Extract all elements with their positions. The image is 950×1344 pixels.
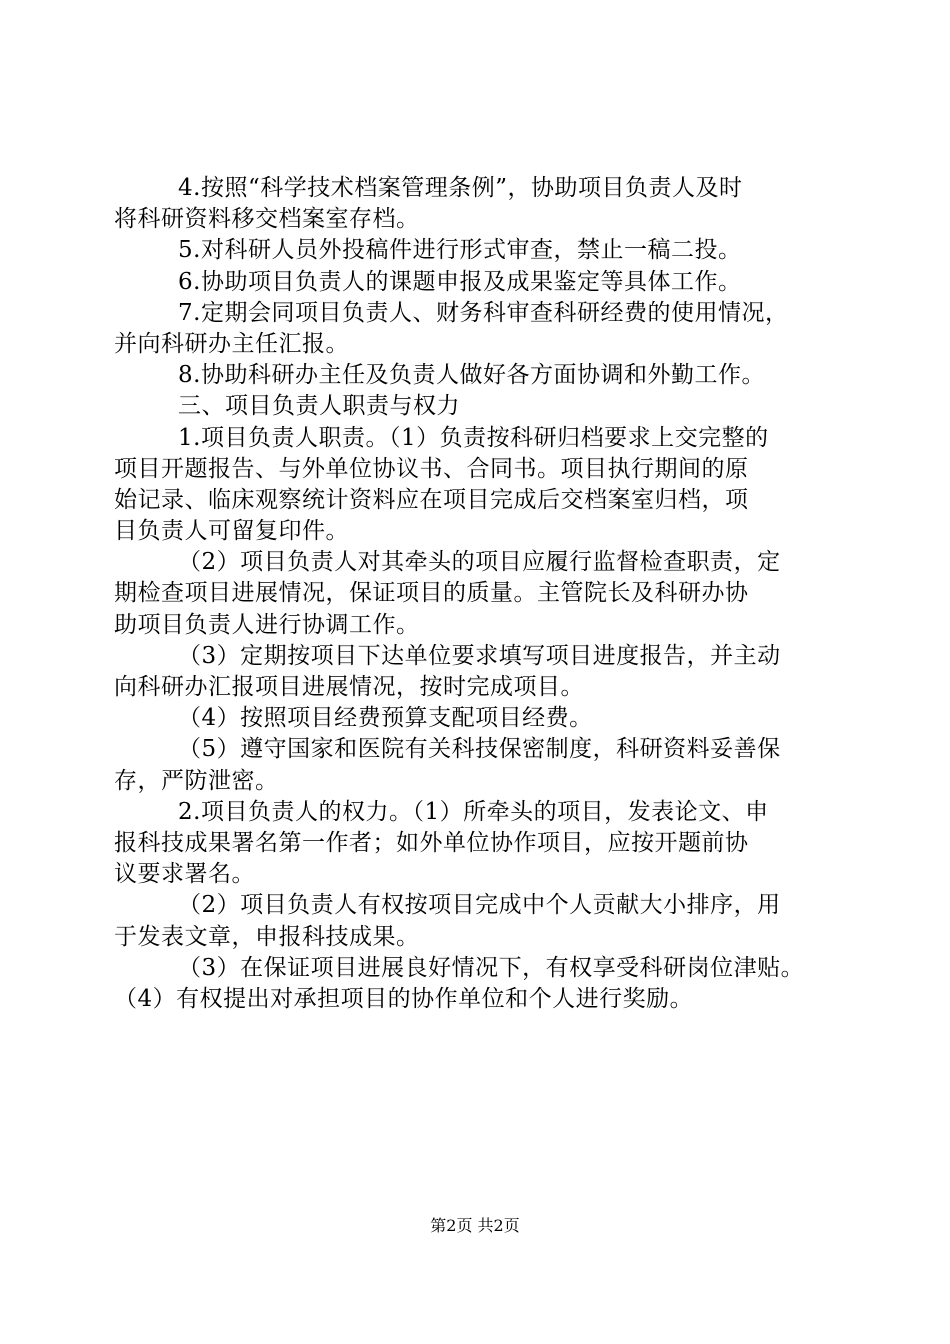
- text-line: 8.协助科研办主任及负责人做好各方面协调和外勤工作。: [178, 362, 765, 389]
- text-line: 5.对科研人员外投稿件进行形式审查，禁止一稿二投。: [178, 237, 742, 264]
- text-line: 目负责人可留复印件。: [114, 518, 349, 545]
- text-line: （5）遵守国家和医院有关科技保密制度，科研资料妥善保: [178, 736, 781, 763]
- text-line: （3）定期按项目下达单位要求填写项目进度报告，并主动: [178, 642, 781, 669]
- text-line: （2）项目负责人对其牵头的项目应履行监督检查职责，定: [178, 549, 781, 576]
- text-line: 期检查项目进展情况，保证项目的质量。主管院长及科研办协: [114, 580, 749, 607]
- text-line: 1.项目负责人职责。（1）负责按科研归档要求上交完整的: [178, 424, 769, 451]
- text-line: 6.协助项目负责人的课题申报及成果鉴定等具体工作。: [178, 268, 742, 295]
- text-line: 三、项目负责人职责与权力: [178, 393, 460, 420]
- text-line: 于发表文章，申报科技成果。: [114, 923, 420, 950]
- text-line: 向科研办汇报项目进展情况，按时完成项目。: [114, 674, 584, 700]
- text-line: （4）有权提出对承担项目的协作单位和个人进行奖励。: [114, 985, 694, 1012]
- document-body: [114, 173, 854, 1015]
- text-line: （3）在保证项目进展良好情况下，有权享受科研岗位津贴。: [178, 954, 805, 981]
- text-line: 存，严防泄密。: [114, 767, 279, 794]
- text-line: （2）项目负责人有权按项目完成中个人贡献大小排序，用: [178, 892, 781, 919]
- text-line: 将科研资料移交档案室存档。: [114, 206, 420, 233]
- text-line: 并向科研办主任汇报。: [114, 330, 349, 357]
- text-line: 项目开题报告、与外单位协议书、合同书。项目执行期间的原: [114, 455, 749, 482]
- text-line: 报科技成果署名第一作者；如外单位协作项目，应按开题前协: [114, 829, 749, 856]
- text-line: 7.定期会同项目负责人、财务科审查科研经费的使用情况，: [178, 299, 789, 326]
- text-line: 始记录、临床观察统计资料应在项目完成后交档案室归档，项: [114, 486, 749, 513]
- text-line: 助项目负责人进行协调工作。: [114, 611, 420, 638]
- text-line: 2.项目负责人的权力。（1）所牵头的项目，发表论文、申: [178, 798, 769, 825]
- text-line: 4.按照“科学技术档案管理条例”，协助项目负责人及时: [178, 175, 743, 201]
- text-line: 议要求署名。: [114, 861, 255, 888]
- page-footer: 第2页 共2页: [430, 1216, 520, 1235]
- text-line: （4）按照项目经费预算支配项目经费。: [178, 705, 593, 732]
